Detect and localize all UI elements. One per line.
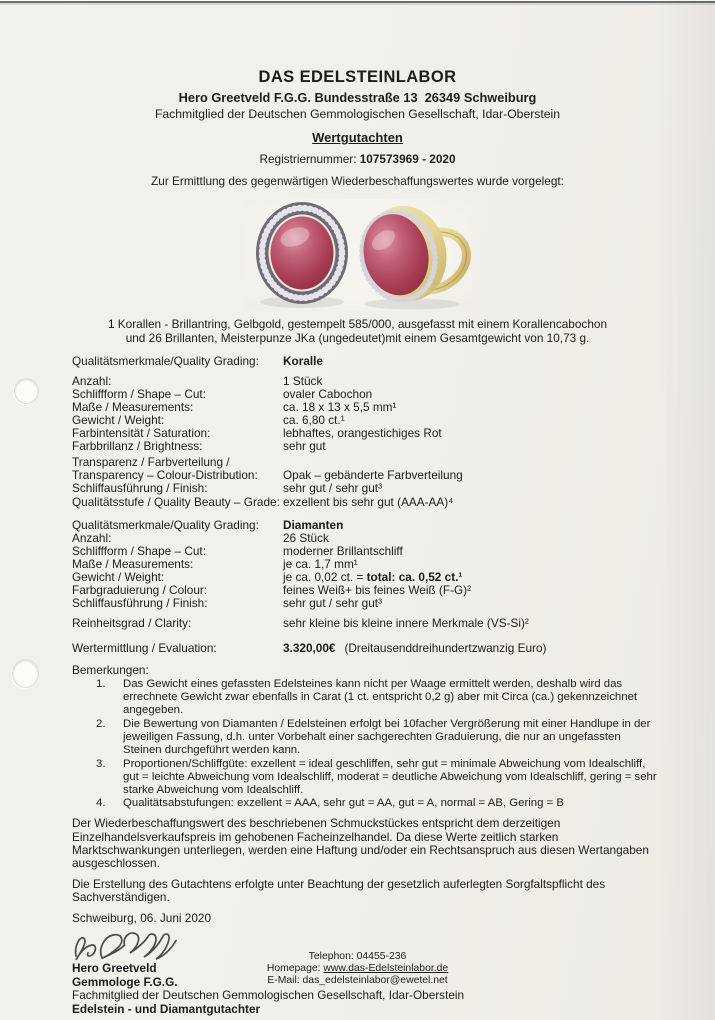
email-line: E-Mail: das_edelsteinlabor@ewetel.net: [267, 974, 448, 986]
remark-text: Proportionen/Schliffgüte: exzellent = ideal geschliffen, sehr gut = minimale Abweichung vom Idealschliff, gut = leichte Abweichung vom Idealschliff, moderat = deutliche Abweichung vom Idealschliff, gering = sehr starke Abweichung vom Idealschliff.: [123, 757, 657, 796]
signer-membership: Fachmitglied der Deutschen Gemmologischen Gesellschaft, Idar-Oberstein: [72, 988, 465, 1003]
row-value: je ca. 1,7 mm¹: [283, 556, 358, 571]
coral-ring-illustration: [244, 199, 472, 311]
coral-ring-front-view: [256, 202, 348, 308]
ring-photo: [244, 199, 472, 311]
row-label: Reinheitsgrad / Clarity:: [72, 616, 192, 631]
row-value: sehr gut: [283, 439, 326, 454]
row-value: sehr gut / sehr gut³: [283, 481, 383, 496]
lab-address: Hero Greetveld F.G.G. Bundesstraße 13 26349 Schweiburg: [178, 90, 537, 105]
grading-row: [72, 482, 660, 495]
row-label: Farbgraduierung / Colour:: [72, 583, 208, 598]
closing-section: [72, 817, 660, 925]
row-value: sehr gut / sehr gut³: [283, 596, 383, 611]
row-value: lebhaftes, orangestichiges Rot: [283, 426, 442, 441]
contact-footer: [0, 951, 715, 986]
grading-row: [72, 401, 660, 414]
letterhead: [0, 68, 715, 188]
lab-membership: Fachmitglied der Deutschen Gemmologischen Gesellschaft, Idar-Oberstein: [154, 107, 561, 121]
remark-text: Die Bewertung von Diamanten / Edelsteinen erfolgt bei 10facher Vergrößerung mit einer Handlupe in der jeweiligen Fassung, d.h. unter Vorbehalt einer sachgerechten Graduierung, die nur an ungefassten Steinen durchgeführt werden kann.: [123, 718, 651, 756]
row-label: Transparenz / Farbverteilung /: [72, 455, 230, 470]
remark-number: 4.: [96, 797, 106, 810]
item-description-line2: und 26 Brillanten, Meisterpunze JKa (ungedeutet)mit einem Gesamtgewicht von 10,73 g.: [125, 330, 590, 345]
row-value: Opak – gebänderte Farbverteilung: [283, 468, 463, 483]
signer-name: Hero Greetveld: [72, 961, 157, 976]
grading-row: [72, 375, 660, 388]
row-label: Schliffform / Shape – Cut:: [72, 386, 206, 401]
registration-number: 107573969 - 2020: [359, 152, 456, 166]
row-label: Anzahl:: [72, 530, 112, 545]
coral-grading-section: [72, 355, 660, 509]
grading-row: [72, 532, 660, 545]
row-value: 26 Stück: [283, 530, 329, 545]
grading-row: [72, 440, 660, 453]
grading-header-label: Qualitätsmerkmale/Quality Grading:: [72, 353, 259, 368]
grading-row: [72, 597, 660, 610]
grading-section-header: [72, 519, 660, 532]
diligence-paragraph: Die Erstellung des Gutachtens erfolgte unter Beachtung der gesetzlich auferlegten Sorgfaltspflicht des Sachverständigen.: [72, 876, 606, 904]
remark-text: Das Gewicht eines gefassten Edelsteines kann nicht per Waage ermittelt werden, deshalb wird das errechnete Gewicht zwar ebenfalls in Carat (1 ct. entspricht 0,2 g) aber mit Circa (ca.) gekennzeichnet angegeben.: [123, 678, 638, 717]
remark-number: 3.: [96, 757, 106, 770]
row-label: Schliffform / Shape – Cut:: [72, 543, 206, 558]
grading-row: [72, 388, 660, 401]
grading-row: [72, 617, 660, 630]
row-label: Schliffausführung / Finish:: [72, 596, 208, 611]
row-label: Transparency – Colour-Distribution:: [72, 468, 258, 483]
remark-number: 1.: [96, 678, 106, 691]
remark-text: Qualitätsabstufungen: exzellent = AAA, sehr gut = AA, gut = A, normal = AB, Gering = B: [123, 797, 565, 810]
remark-item: [96, 718, 660, 757]
grading-section-header: [72, 355, 660, 368]
weight-value-total: total: ca. 0,52 ct.¹: [366, 570, 463, 584]
liability-paragraph: Der Wiederbeschaffungswert des beschriebenen Schmuckstückes entspricht dem derzeitigen Einzelhandelsverkaufspreis im gehobenen Facheinzelhandel. Da diese Werte zeitlich starken Marktschwankungen unterliegen, werden eine Haftung und/oder ein Rechtsanspruch aus diesen Wertangaben ausgeschlossen.: [72, 816, 649, 871]
telephone-line: Telephon: 04455-236: [308, 951, 407, 962]
homepage-label: Homepage:: [266, 962, 324, 974]
row-value: exzellent bis sehr gut (AAA-AA)⁴: [283, 494, 454, 509]
remark-number: 2.: [96, 718, 106, 730]
remark-item: [96, 797, 660, 810]
place-date-line: Schweiburg, 06. Juni 2020: [72, 911, 212, 926]
row-label: Farbbrillanz / Brightness:: [72, 439, 203, 454]
registration-line: [0, 152, 715, 166]
remarks-section: [72, 664, 660, 810]
weight-value-prefix: je ca. 0,02 ct. =: [283, 570, 367, 584]
diamond-grading-section: [72, 519, 660, 631]
remark-item: [96, 678, 660, 717]
row-label: Gewicht / Weight:: [72, 412, 165, 427]
remark-item: [96, 758, 660, 797]
row-label: Qualitätsstufe / Quality Beauty – Grade:: [72, 494, 280, 509]
grading-row: [72, 545, 660, 558]
item-description-line1: 1 Korallen - Brillantring, Gelbgold, gestempelt 585/000, ausgefasst mit einem Korallencabochon: [107, 317, 608, 331]
row-label: Anzahl:: [72, 373, 112, 388]
grading-section-title: Diamanten: [283, 517, 344, 532]
row-value: 1 Stück: [283, 373, 323, 388]
row-label: Gewicht / Weight:: [72, 570, 165, 584]
coral-ring-side-view: [352, 199, 472, 310]
grading-header-label: Qualitätsmerkmale/Quality Grading:: [72, 517, 259, 532]
row-label: Maße / Measurements:: [72, 399, 194, 414]
homepage-line: [0, 963, 715, 975]
document-title: Wertgutachten: [312, 130, 403, 145]
row-label: Maße / Measurements:: [72, 556, 194, 571]
lab-name: DAS EDELSTEINLABOR: [258, 68, 457, 86]
grading-section-title: Koralle: [283, 353, 323, 368]
signer-role: Edelstein - und Diamantgutachter: [72, 1001, 261, 1016]
row-value: ca. 6,80 ct.¹: [283, 412, 345, 427]
row-value: moderner Brillantschliff: [283, 543, 403, 558]
evaluation-amount-words: (Dreitausenddreihundertzwanzig Euro): [344, 641, 547, 656]
intro-line: Zur Ermittlung des gegenwärtigen Wiederbeschaffungswertes wurde vorgelegt:: [151, 174, 564, 188]
row-value: feines Weiß+ bis feines Weiß (F-G)²: [283, 583, 472, 598]
item-description: [0, 318, 715, 346]
row-value: ca. 18 x 13 x 5,5 mm¹: [283, 399, 397, 414]
signer-title: Gemmologe F.G.G.: [72, 974, 178, 989]
registration-label: Registriernummer:: [259, 152, 360, 166]
evaluation-row: [72, 641, 660, 655]
row-label: Farbintensität / Saturation:: [72, 426, 211, 441]
homepage-url: www.das-Edelsteinlabor.de: [323, 962, 449, 974]
evaluation-amount: 3.320,00€: [283, 641, 336, 656]
remarks-title: Bemerkungen:: [72, 663, 149, 678]
row-label: Schliffausführung / Finish:: [72, 481, 208, 496]
evaluation-label: Wertermittlung / Evaluation:: [72, 641, 217, 656]
row-value: ovaler Cabochon: [283, 386, 373, 401]
row-value: sehr kleine bis kleine innere Merkmale (VS-Si)²: [283, 616, 529, 631]
grading-row: [72, 496, 660, 509]
